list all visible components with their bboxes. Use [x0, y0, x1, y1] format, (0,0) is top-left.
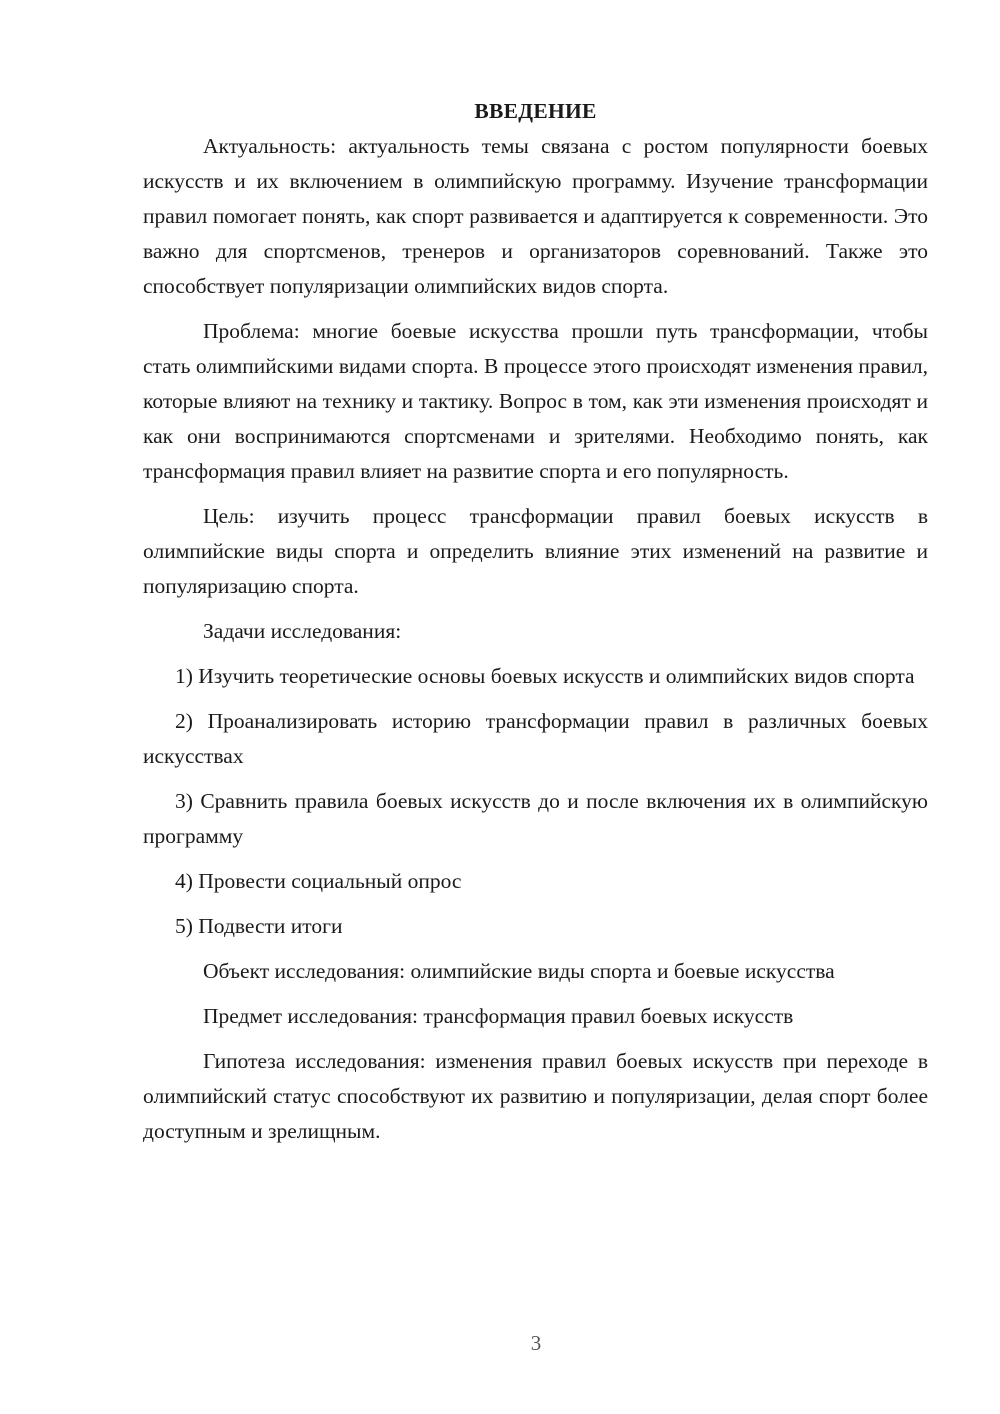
goal-paragraph: Цель: изучить процесс трансформации правил боевых искусств в олимпийские виды спорта и определить влияние этих изменений на развитие и популяризацию спорта. [143, 504, 928, 598]
task-item: 4) Провести социальный опрос [175, 869, 462, 893]
document-page [143, 94, 928, 1159]
relevance-paragraph: Актуальность: актуальность темы связана с ростом популярности боевых искусств и их включением в олимпийскую программу. Изучение трансформации правил помогает понять, как спорт развивается и адаптируется к современности. Это важно для спортсменов, тренеров и организаторов соревнований. Также это способствует популяризации олимпийских видов спорта. [143, 134, 928, 298]
task-item: 5) Подвести итоги [175, 914, 343, 938]
page-number: 3 [530, 1331, 542, 1355]
subject-paragraph: Предмет исследования: трансформация правил боевых искусств [203, 1004, 794, 1028]
task-item: 3) Сравнить правила боевых искусств до и после включения их в олимпийскую программу [143, 789, 928, 848]
hypothesis-paragraph: Гипотеза исследования: изменения правил боевых искусств при переходе в олимпийский статус способствуют их развитию и популяризации, делая спорт более доступным и зрелищным. [143, 1049, 928, 1143]
tasks-list [143, 659, 928, 944]
problem-paragraph: Проблема: многие боевые искусства прошли путь трансформации, чтобы стать олимпийскими видами спорта. В процессе этого происходят изменения правил, которые влияют на технику и тактику. Вопрос в том, как эти изменения происходят и как они воспринимаются спортсменами и зрителями. Необходимо понять, как трансформация правил влияет на развитие спорта и его популярность. [143, 319, 928, 483]
task-item: 2) Проанализировать историю трансформации правил в различных боевых искусствах [143, 709, 928, 768]
task-item: 1) Изучить теоретические основы боевых искусств и олимпийских видов спорта [175, 664, 915, 688]
tasks-heading: Задачи исследования: [203, 619, 402, 643]
object-paragraph: Объект исследования: олимпийские виды спорта и боевые искусства [203, 959, 835, 983]
section-title: ВВЕДЕНИЕ [474, 99, 597, 123]
